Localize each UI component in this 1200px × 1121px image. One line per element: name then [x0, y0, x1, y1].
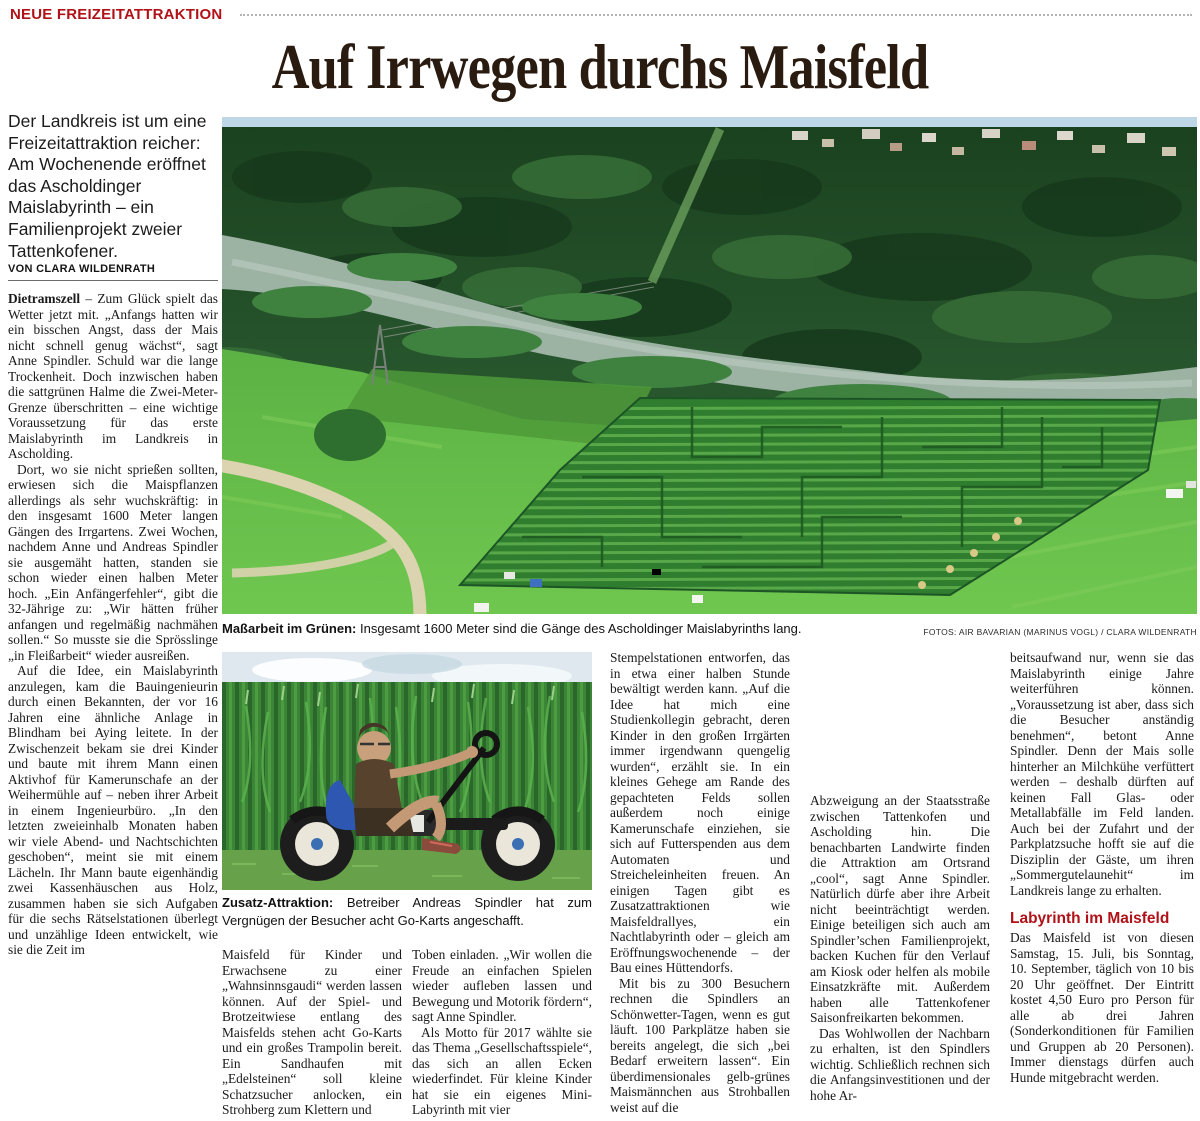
paragraph: Als Motto für 2017 wählte sie das Thema „Gesellschaftsspiele“, das sich an allen Ecken wiederfindet. Für kleine Kinder hat sie ein eigenes Mini-Labyrinth mit vier: [412, 1024, 592, 1117]
headline: Auf Irrwegen durchs Maisfeld: [271, 31, 929, 102]
article-column-6: [1010, 650, 1194, 1085]
aerial-photo-corn-maze: [222, 117, 1197, 614]
paragraph: [8, 291, 218, 462]
gokart-photo: [222, 652, 592, 890]
paragraph: Toben einladen. „Wir wollen die Freude an einfachen Spielen wieder aufleben lassen und Bewegung und Motorik fördern“, sagt Anne Spindler.: [412, 947, 592, 1024]
article-column-4: [610, 650, 790, 1115]
byline: VON CLARA WILDENRATH: [8, 263, 156, 275]
paragraph-text: – Zum Glück spielt das Wetter jetzt mit. „Anfangs hatten wir ein bisschen Angst, dass der Mais nicht schnell genug wächst“, sagt Anne Spindler. Schuld war die lange Trockenheit. Doch inzwischen haben die sattgrünen Halme die Zwei-Meter-Grenze überschritten – eine wichtige Voraussetzung für das erste Maislabyrinth im Landkreis in Ascholding.: [8, 291, 218, 461]
caption-text: Betreiber Andreas Spindler hat zum Vergnügen der Besucher acht Go-Karts angeschafft.: [222, 895, 592, 928]
cloud: [252, 658, 372, 682]
paragraph: Mit bis zu 300 Besuchern rechnen die Spindlers an Schönwetter-Tagen, wenn es gut läuft. 100 Parkplätze haben sie bereits angelegt, die sich „bei Bedarf erweitern lassen“. Ein überdimensionales gelb-grünes Maismännchen aus Strohballen weist auf die: [610, 975, 790, 1115]
gokart-photo-illustration: [222, 652, 592, 890]
paragraph: Das Wohlwollen der Nachbarn zu erhalten, ist den Spindlers wichtig. Schließlich rechnen sich die Anfangsinvestitionen und der hohe Ar-: [810, 1025, 990, 1103]
aerial-photo-illustration: [222, 117, 1197, 614]
caption-lead: Zusatz-Attraktion:: [222, 895, 334, 910]
kicker: NEUE FREIZEITATTRAKTION: [10, 6, 223, 23]
sky-patch: [362, 654, 462, 674]
paragraph: Stempelstationen entworfen, das in etwa einer halben Stunde bewältigt werden kann. „Auf die Idee hat mich eine Studienkollegin gebracht, deren Kinder in den großen Irrgärten immer irgendwann quengelig wurden“, erzählt sie. In ein kleines Gehege am Rande des gepachteten Felds sollen außerdem noch einige Kamerunschafe einziehen, sie sich auf Futterspenden aus dem Automaten und Streicheleinheiten freuen. An einigen Tagen gibt es Zusatzattraktionen wie Maisfeldrallyes, ein Nachtlabyrinth oder – gleich am Eröffnungswochenende – der Bau eines Hüttendorfs.: [610, 650, 790, 975]
tree: [314, 409, 386, 461]
article-column-2: [222, 947, 402, 1118]
paragraph: Auf die Idee, ein Maislabyrinth anzulegen, kam die Bauingenieurin durch einen Bekannten, der vor 16 Jahren eine ähnliche Anlage in Blindham bei Aying leitete. In der Zwischenzeit bekam sie drei Kinder und baute mit ihrem Mann einen Aktivhof für Kamerunschafe an der Weihermühle auf – neben ihrer Arbeit in einem Ingenieurbüro. „In den letzten zweieinhalb Monaten haben wir viele Abend- und Nachtschichten geschoben“, meint sie mit einem Lächeln. Ihr Mann baute eigenhändig zwei Kassenhäuschen aus Holz, zusammen haben sie sich Aufgaben für die sechs Rätselstationen überlegt und unzählige Ideen entwickelt, wie sie die Zeit im: [8, 663, 218, 957]
photo-credit: FOTOS: AIR BAVARIAN (MARINUS VOGL) / CLARA WILDENRATH: [923, 627, 1197, 637]
caption-lead: Maßarbeit im Grünen:: [222, 621, 357, 636]
byline-rule: [8, 280, 218, 281]
article-column-3: [412, 947, 592, 1118]
article-column-1: [8, 291, 218, 958]
infobox-title: Labyrinth im Maisfeld: [1010, 910, 1170, 927]
dateline: Dietramszell: [8, 291, 81, 306]
paragraph: Abzweigung an der Staatsstraße zwischen Tattenkofen und Ascholding hin. Die benachbarten Landwirte finden die Attraktion am Ortsrand „cool“, sagt Anne Spindler. Natürlich dürfe aber ihre Arbeit nicht beeinträchtigt werden. Einige beteiligen sich auch am Spindler’schen Familienprojekt, backen Kuchen für den Verlauf am Kiosk oder helfen als mobile Einsatzkräfte mit. Außerdem haben alle Tattenkofener Saisonfreikarten bekommen.: [810, 793, 990, 1025]
article-column-5: [810, 793, 990, 1103]
paragraph: Maisfeld für Kinder und Erwachsene zu einer „Wahnsinnsgaudi“ werden lassen können. Auf der Spiel- und Brotzeitwiese entlang des Maisfelds stehen acht Go-Karts und ein großes Trampolin bereit. Ein Sandhaufen mit „Edelsteinen“ soll kleine Schatzsucher anlocken, ein Strohberg zum Klettern und: [222, 947, 402, 1117]
infobox-text: Das Maisfeld ist von diesen Samstag, 15. Juli, bis Sonntag, 10. September, täglich von 10 bis 20 Uhr geöffnet. Der Eintritt kostet 4,50 Euro pro Person für alle ab drei Jahren (Sonderkonditionen für Familien und Gruppen ab 20 Personen). Immer dienstags dürfen auch Hunde mitgebracht werden.: [1010, 930, 1194, 1085]
main-photo-caption: [222, 620, 967, 638]
lede-paragraph: Der Landkreis ist um eine Freizeitattraktion reicher: Am Wochenende eröffnet das Ascholdinger Maislabyrinth – ein Familienprojekt zweier Tattenkofener.: [8, 111, 207, 261]
kicker-dotted-rule: [240, 14, 1192, 16]
paragraph: Dort, wo sie nicht sprießen sollten, erwiesen sich die Maispflanzen allerdings als sehr wuchskräftig: in den insgesamt 1600 Meter langen Gängen des Irrgartens. Zwei Wochen, nachdem Anne und Andreas Spindler sie ausgemäht hatten, standen sie schon wieder einen halben Meter hoch. „Ein Anfängerfehler“, gibt die 32-Jährige zu: „Wir hätten früher anfangen und regelmäßig nachmähen sollen.“ So musste sie die Sprösslinge „in Fleißarbeit“ wieder ausreißen.: [8, 461, 218, 663]
paragraph: beitsaufwand nur, wenn sie das Maislabyrinth einige Jahre weiterführen können. „Voraussetzung ist aber, dass sich die Besucher anständig benehmen“, betont Anne Spindler. Denn der Mais solle hinterher an Milchkühe verfüttert werden – deshalb dürften auf keinen Fall Glas- oder Metallabfälle im Feld landen. Auch bei der Zufahrt und der Parkplatzsuche hofft sie auf die Disziplin der Gäste, um ihren „Sommergutelaunehit“ im Landkreis lange zu erhalten.: [1010, 650, 1194, 898]
caption-text: Insgesamt 1600 Meter sind die Gänge des Ascholdinger Maislabyrinths lang.: [356, 621, 802, 636]
gokart-photo-caption: [222, 894, 592, 929]
